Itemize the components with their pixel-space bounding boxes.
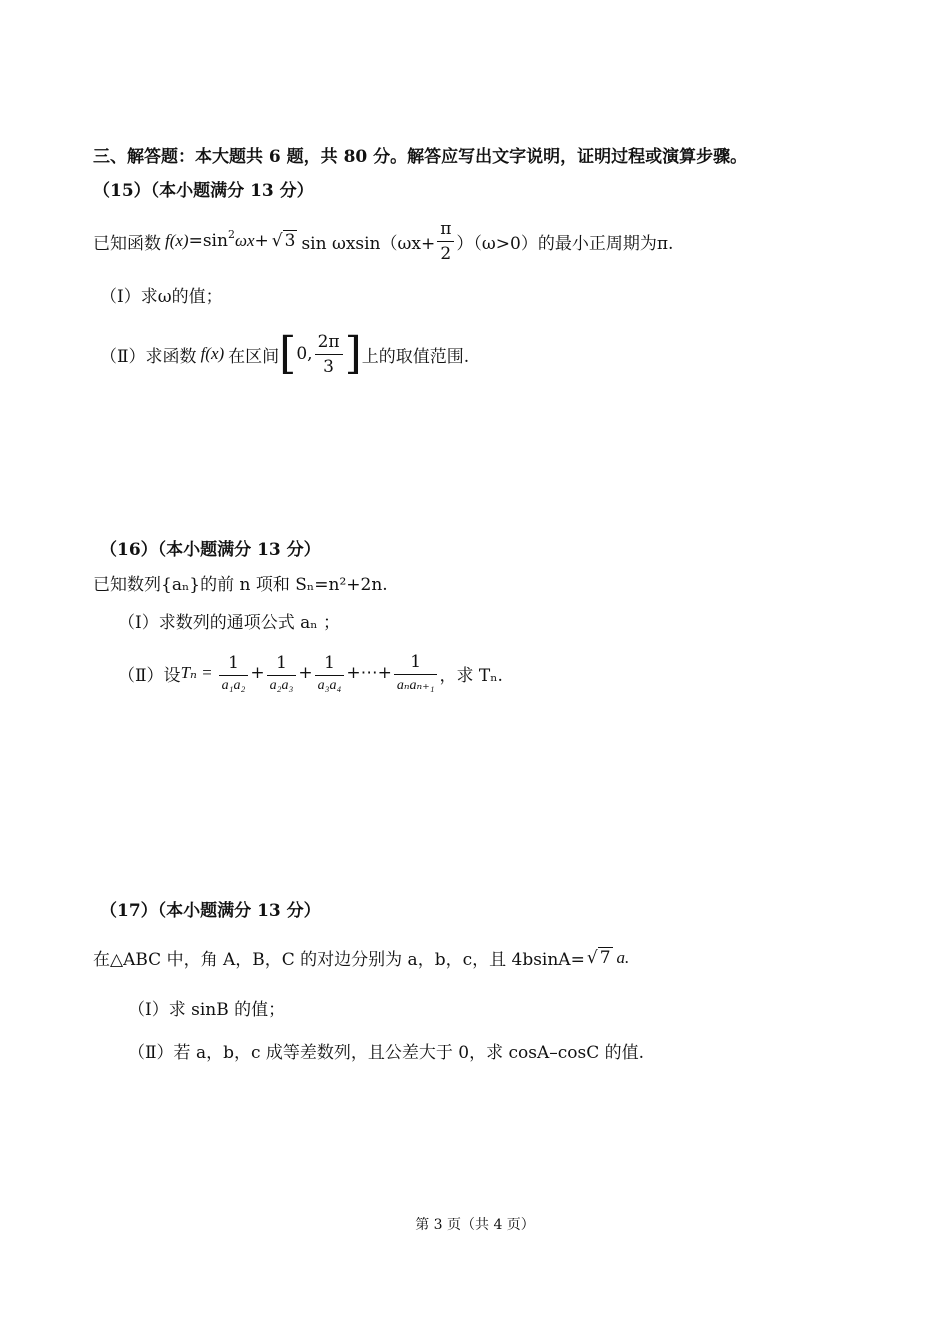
q16-label: （16）（本小题满分 13 分）	[100, 540, 321, 560]
q15-condition: ）（ω>0）的最小正周期为π.	[456, 233, 674, 254]
q17-stem-prefix: 在△ABC 中，角 A，B，C 的对边分别为 a，b，c，且 4bsinA=	[93, 950, 585, 970]
q15-omega-x: ωx	[234, 231, 255, 250]
q17-stem-suffix: a.	[616, 947, 630, 967]
q16-part2-prefix: （Ⅱ）设	[118, 665, 181, 686]
q15-eq-part1: =sin	[188, 231, 228, 251]
q16-part1: （Ⅰ）求数列的通项公式 aₙ ；	[118, 613, 341, 633]
q15-part2	[100, 325, 469, 383]
q17-stem: 在△ABC 中，角 A，B，C 的对边分别为 a，b，c，且 4bsinA= √ 7 a.	[93, 945, 629, 970]
q16-dots: +⋯+	[346, 663, 392, 683]
q16-tn: Tₙ =	[180, 663, 213, 682]
q16-stem: 已知数列{aₙ}的前 n 项和 Sₙ=n²+2n.	[93, 575, 388, 595]
section-heading: 三、解答题：本大题共 6 题，共 80 分。解答应写出文字说明，证明过程或演算步骤。	[93, 147, 748, 167]
q17-label: （17）（本小题满分 13 分）	[100, 901, 321, 921]
q15-interval-zero: 0,	[296, 344, 313, 364]
q15-part1: （Ⅰ）求ω的值；	[100, 287, 223, 307]
q16-plus-1: +	[250, 663, 265, 683]
q15-stem: 已知函数 f(x) =sin $^2$ ωx + √ 3 sin ωxsin（ωx+ $\frac{\pi}{2}$ ）（ω>0）的最小正周期为π.	[93, 218, 674, 264]
page-footer: 第 3 页（共 4 页）	[415, 1217, 535, 1233]
left-bracket-icon: [	[279, 328, 297, 379]
q15-sin-part: sin ωxsin（ωx+	[301, 233, 436, 254]
q16-term-3: $\frac{1}{\text{a₃a₄}}$	[315, 653, 345, 694]
q17-sqrt7: 7	[599, 947, 611, 968]
q15-pi-over-2: $\frac{\pi}{2}$	[437, 219, 454, 264]
q15-part2-mid: 在区间	[228, 346, 280, 367]
q16-term-1: $\frac{1}{\text{a₁a₂}}$	[219, 653, 249, 694]
q16-part2-suffix: ，求 Tₙ.	[439, 665, 503, 686]
q16-part2	[118, 645, 503, 701]
q15-interval-fraction: $\frac{2\pi}{3}$	[315, 332, 343, 377]
q15-fx: f(x)	[165, 231, 189, 250]
q15-part2-suffix: 上的取值范围.	[361, 346, 470, 367]
q15-part2-fx: f(x)	[200, 344, 225, 363]
q17-part2: （Ⅱ）若 a，b，c 成等差数列，且公差大于 0，求 cosA–cosC 的值.	[128, 1043, 645, 1063]
q17-part1: （Ⅰ）求 sinB 的值；	[128, 1000, 286, 1020]
q16-plus-2: +	[298, 663, 313, 683]
q15-plus: +	[254, 231, 269, 251]
q16-term-2: $\frac{1}{\text{a₂a₃}}$	[267, 653, 297, 694]
right-bracket-icon: ]	[344, 328, 362, 379]
q15-part2-prefix: （Ⅱ）求函数	[100, 346, 197, 367]
q15-label: （15）（本小题满分 13 分）	[93, 181, 314, 201]
q16-term-n: $\frac{1}{\text{aₙaₙ₊₁}}$	[394, 652, 438, 694]
q15-stem-prefix: 已知函数	[93, 233, 161, 254]
q15-sqrt3: 3	[284, 231, 296, 251]
q15-square: 2	[227, 227, 235, 241]
